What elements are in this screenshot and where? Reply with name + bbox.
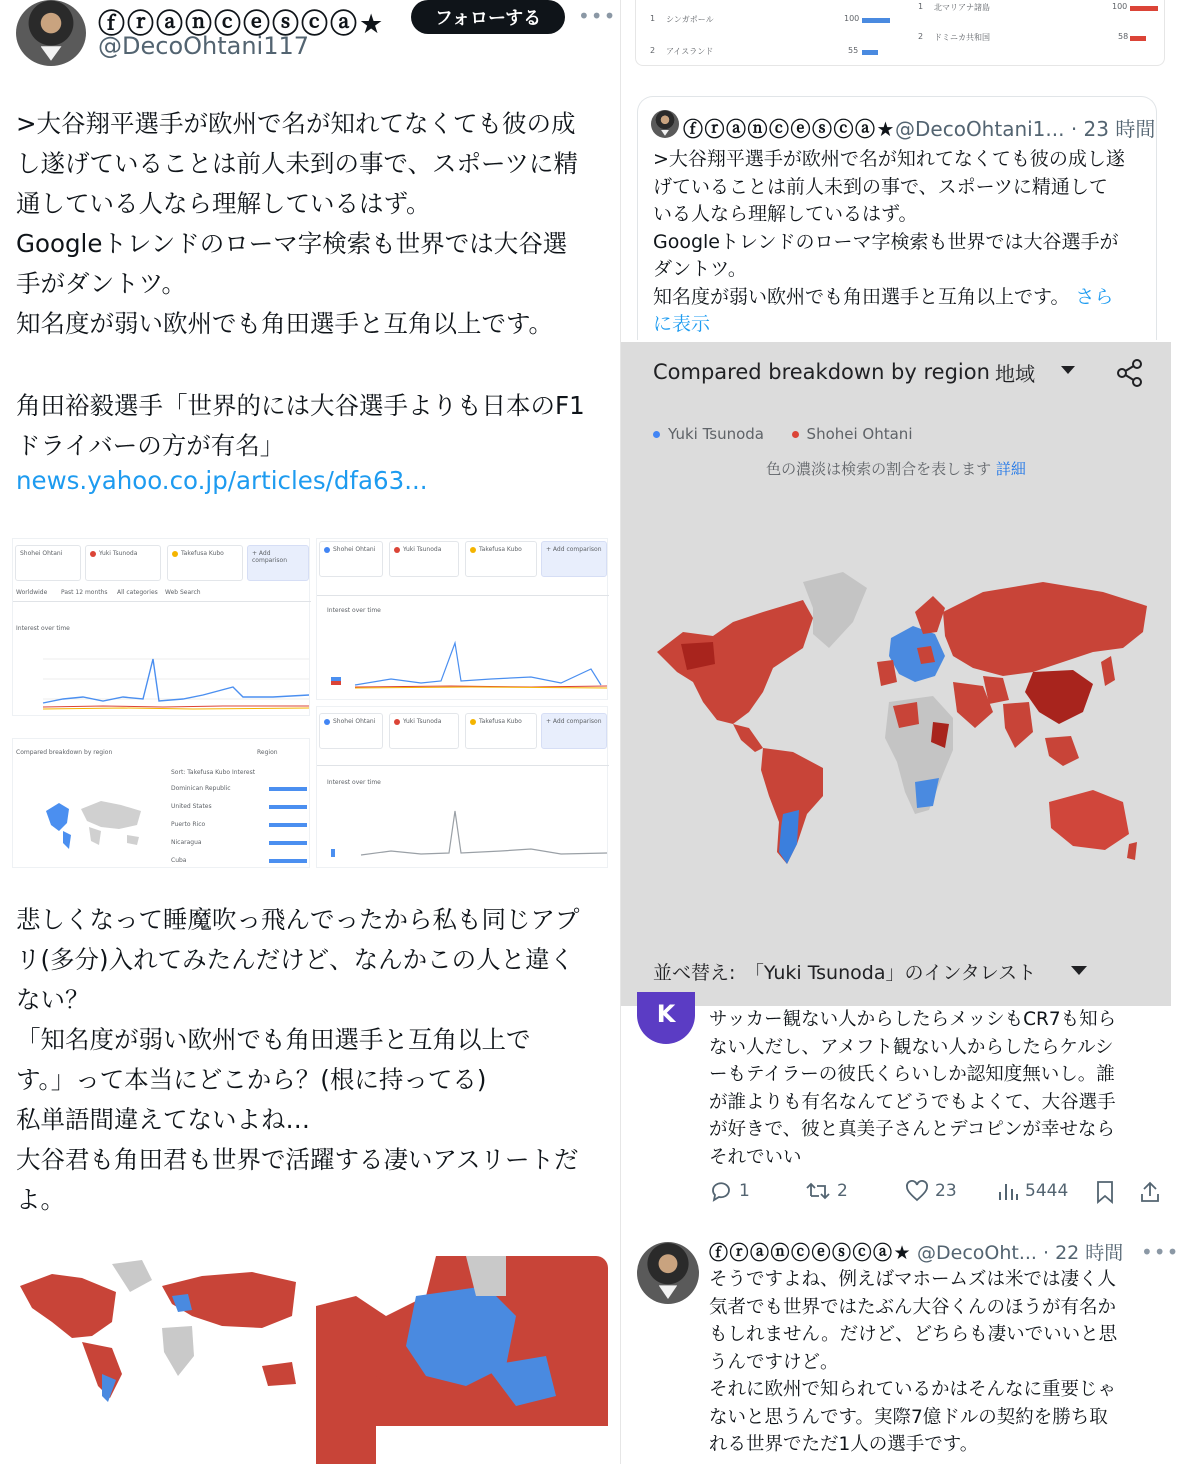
term-chip-shohei: Shohei Ohtani [15, 545, 81, 581]
rank-left-2-value: 55 [848, 46, 859, 55]
trends-thumbnail-4[interactable] [316, 706, 608, 868]
compared-breakdown-label: Compared breakdown by region [16, 749, 113, 756]
share-button[interactable] [1139, 1180, 1161, 1204]
interest-line-chart [331, 629, 607, 689]
term-chip-yuki: Yuki Tsunoda [389, 713, 459, 749]
sort-label: Sort: Takefusa Kubo Interest [171, 769, 256, 776]
term-chip-takefusa: Takefusa Kubo [465, 713, 537, 749]
views-chart-icon [997, 1180, 1019, 1202]
reply1-actions [709, 1180, 1169, 1208]
quote-text: >大谷翔平選手が欧州で名が知れてなくても彼の成し遂 げていることは前人未到の事で、スポーツに精通して いる人なら理解しているはず。 Googleトレンドのローマ字検索も世界では大谷選手が ダントツ。 知名度が弱い欧州でも角田選手と互角以上です。 さら に表示 [653, 148, 1125, 335]
add-comparison-chip: + Add comparison [541, 713, 607, 749]
filter-worldwide: Worldwide [16, 589, 48, 596]
term-chip-yuki: Yuki Tsunoda [389, 541, 459, 577]
rank-4: Nicaragua [171, 839, 202, 846]
rank-1: Dominican Republic [171, 785, 231, 792]
legend [653, 425, 912, 443]
right-thread-panel [620, 0, 1179, 1464]
reply2-more-icon[interactable]: ••• [1141, 1240, 1179, 1264]
details-link[interactable]: 詳細 [995, 460, 1026, 478]
rank-left-1-num: 1 [650, 14, 656, 23]
filter-web: Web Search [165, 589, 201, 596]
rank-right-1-value: 100 [1112, 2, 1128, 11]
filter-all: All categories [117, 589, 158, 596]
trends-thumbnail-3[interactable] [316, 538, 608, 700]
upload-share-icon [1139, 1180, 1161, 1204]
rank-left-1-value: 100 [844, 14, 860, 23]
world-choropleth-map[interactable] [653, 552, 1153, 882]
interest-over-time-label: Interest over time [327, 607, 381, 614]
rank-right-1-num: 1 [918, 2, 924, 11]
like-count: 23 [935, 1181, 957, 1201]
reply2-handle-time[interactable]: @DecoOht... · 22 時間 [917, 1242, 1124, 1264]
trends-region-panel [621, 342, 1171, 1006]
rank-5: Cuba [171, 857, 187, 864]
term-chip-shohei: Shohei Ohtani [319, 541, 383, 577]
rank-3: Puerto Rico [171, 821, 206, 828]
legend-yuki: Yuki Tsunoda [668, 425, 764, 443]
europe-map-image[interactable] [316, 1256, 608, 1464]
term-chip-takefusa: Takefusa Kubo [167, 545, 243, 581]
region-dropdown-caret-icon[interactable] [1061, 366, 1075, 374]
interest-over-time-label: Interest over time [327, 779, 381, 786]
filter-past: Past 12 months [61, 589, 108, 596]
rank-left-1-name: シンガポール [666, 15, 714, 24]
reply-button[interactable] [709, 1180, 750, 1202]
bookmark-button[interactable] [1095, 1180, 1115, 1204]
author-avatar[interactable] [16, 0, 86, 66]
reply2-text: そうですよね、例えばマホームズは米では凄く人 気者でも世界ではたぶん大谷くんのほうが有名か もしれません。だけど、どちらも凄いでいいと思 うんですけど。 それに欧州で知られているかはそんなに重要じゃ ないと思うんです。実際7億ドルの契約を勝ち取 れる世界でただ1人の選手です。 [709, 1269, 1118, 1455]
reply2-author-name[interactable]: ⓕⓡⓐⓝⓒⓔⓢⓒⓐ★ [709, 1242, 913, 1264]
quote-handle-time[interactable]: @DecoOhtani1... · 23 時間 [895, 117, 1156, 141]
rank-left-2-name: アイスランド [666, 47, 714, 56]
add-comparison-chip: + Add comparison [541, 541, 607, 577]
follow-button[interactable]: フォローする [411, 0, 565, 34]
quote-author-avatar[interactable] [651, 110, 679, 138]
interest-line-chart [331, 799, 607, 859]
view-count: 5444 [1025, 1181, 1069, 1201]
author-name[interactable]: ⓕⓡⓐⓝⓒⓔⓢⓒⓐ★ [98, 9, 386, 40]
shade-note: 色の濃淡は検索の割合を表します 詳細 [766, 460, 1026, 478]
bookmark-icon [1095, 1180, 1115, 1204]
rank-right-2-value: 58 [1118, 32, 1129, 41]
interest-line-chart [43, 639, 309, 713]
add-comparison-chip: + Add comparison [247, 545, 309, 581]
mini-world-map [41, 791, 151, 851]
views-button[interactable] [997, 1180, 1068, 1202]
region-label: Region [257, 749, 278, 756]
rank-right-2-num: 2 [918, 32, 924, 41]
trends-thumbnail-1[interactable] [12, 538, 310, 716]
show-more-link[interactable]: さら に表示 [653, 285, 1114, 335]
quote-author-name[interactable]: ⓕⓡⓐⓝⓒⓔⓢⓒⓐ★ [683, 117, 896, 141]
repost-button[interactable] [805, 1180, 848, 1202]
europe-map-thumb [316, 1256, 608, 1464]
ranking-card [635, 0, 1165, 66]
repost-icon [805, 1180, 831, 1202]
legend-dot-shohei [792, 431, 799, 438]
post-paragraph-1: >大谷翔平選手が欧州で名が知れてなくても彼の成 し遂げていることは前人未到の事で、スポーツに精 通している人なら理解しているはず。 Googleトレンドのローマ字検索も世界では大谷選 手がダントツ。 知名度が弱い欧州でも角田選手と互角以上です。 [16, 109, 579, 338]
rank-right-1-name: 北マリアナ諸島 [934, 3, 990, 12]
post-paragraph-3: 悲しくなって睡魔吹っ飛んでったから私も同じアプ リ(多分)入れてみたんだけど、なんかこの人と違く ない？ 「知名度が弱い欧州でも角田選手と互角以上で す。」って本当にどこから？(根に持ってる) 私単語間違えてないよね… 大谷君も角田君も世界で活躍する凄いアスリートだ よ。 [16, 905, 580, 1214]
term-chip-shohei: Shohei Ohtani [319, 713, 383, 749]
rank-right-2-name: ドミニカ共和国 [934, 33, 990, 42]
repost-count: 2 [837, 1181, 848, 1201]
post-paragraph-2: 角田裕毅選手「世界的には大谷選手よりも日本のF1 ドライバーの方が有名」 [16, 391, 585, 460]
region-dropdown-label[interactable]: 地域 [995, 362, 1035, 386]
sort-dropdown-caret-icon[interactable] [1071, 966, 1087, 975]
share-icon[interactable] [1115, 358, 1145, 388]
reply1-avatar[interactable]: K [637, 992, 695, 1044]
article-link[interactable]: news.yahoo.co.jp/articles/dfa63... [16, 466, 428, 495]
sort-by-label[interactable]: 並べ替え: 「Yuki Tsunoda」のインタレスト [653, 962, 1037, 984]
like-button[interactable] [905, 1180, 957, 1202]
interest-over-time-label: Interest over time [16, 625, 70, 632]
heart-icon [905, 1180, 929, 1202]
rank-left-2-num: 2 [650, 46, 656, 55]
legend-dot-yuki [653, 431, 660, 438]
reply-count: 1 [739, 1181, 750, 1201]
term-chip-takefusa: Takefusa Kubo [465, 541, 537, 577]
legend-shohei: Shohei Ohtani [806, 425, 913, 443]
trends-panel-title: Compared breakdown by region [653, 360, 990, 384]
author-handle[interactable]: @DecoOhtani117 [98, 32, 310, 60]
reply2-avatar[interactable] [637, 1242, 699, 1304]
rank-2: United States [171, 803, 212, 810]
reply-icon [709, 1180, 733, 1202]
trends-thumbnail-2[interactable] [12, 738, 310, 868]
term-chip-yuki: Yuki Tsunoda [85, 545, 161, 581]
world-map-image[interactable] [12, 1256, 306, 1464]
reply1-text: サッカー観ない人からしたらメッシもCR7も知ら ない人だし、アメフト観ない人からしたらケルシ ーもテイラーの彼氏くらいしか認知度無いし。誰 が誰よりも有名なんてどうでもよくて、大谷選手 が好きで、彼と真美子さんとデコピンが幸せなら それでいい [709, 1009, 1117, 1168]
world-map-thumb [12, 1256, 306, 1464]
more-options-icon[interactable]: ••• [578, 4, 617, 28]
